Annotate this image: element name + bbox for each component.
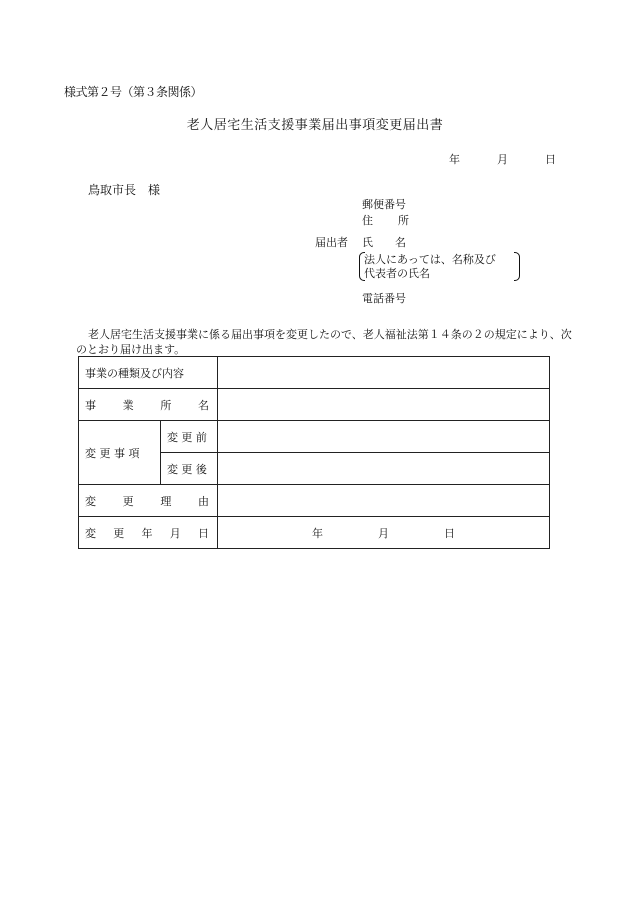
name-label: 氏 名 [362, 236, 406, 249]
corporation-note-line1: 法人にあっては、名称及び [364, 253, 496, 266]
notifier-label: 届出者 [315, 236, 348, 249]
date-year-label: 年 [449, 153, 460, 166]
change-date-day: 日 [444, 526, 455, 540]
after-change-field[interactable] [218, 453, 550, 485]
postal-code-label: 郵便番号 [362, 198, 406, 211]
table-row [79, 421, 550, 453]
before-change-field[interactable] [218, 421, 550, 453]
form-number: 様式第２号（第３条関係） [64, 85, 203, 99]
submission-date [449, 151, 556, 167]
phone-label: 電話番号 [362, 292, 406, 305]
change-reason-label: 変 更 理 由 [79, 485, 218, 517]
addressee: 鳥取市長 様 [88, 183, 161, 197]
statement-text: 老人居宅生活支援事業に係る届出事項を変更したので、老人福祉法第１４条の２の規定により、次のとおり届け出ます。 [76, 328, 572, 356]
table-row [79, 517, 550, 549]
business-type-field[interactable] [218, 357, 550, 389]
change-items-label: 変 更 事 項 [79, 421, 161, 485]
document-title: 老人居宅生活支援事業届出事項変更届出書 [186, 118, 444, 133]
date-month-label: 月 [497, 153, 508, 166]
table-row [79, 389, 550, 421]
date-day-label: 日 [545, 153, 556, 166]
address-label: 住 所 [362, 214, 410, 227]
table-row [79, 357, 550, 389]
office-name-field[interactable] [218, 389, 550, 421]
change-date-month: 月 [378, 526, 389, 540]
business-type-label: 事業の種類及び内容 [79, 357, 218, 389]
corporation-note-line2: 代表者の氏名 [364, 267, 430, 280]
before-change-label: 変 更 前 [160, 421, 217, 453]
table-row [79, 485, 550, 517]
change-date-year: 年 [312, 526, 323, 540]
change-reason-field[interactable] [218, 485, 550, 517]
change-date-field[interactable] [218, 517, 550, 549]
change-details-table [78, 356, 550, 549]
bracket-right [514, 252, 520, 281]
office-name-label: 事 業 所 名 [79, 389, 218, 421]
change-date-label: 変 更 年 月 日 [79, 517, 218, 549]
corporation-note [364, 253, 496, 281]
after-change-label: 変 更 後 [160, 453, 217, 485]
